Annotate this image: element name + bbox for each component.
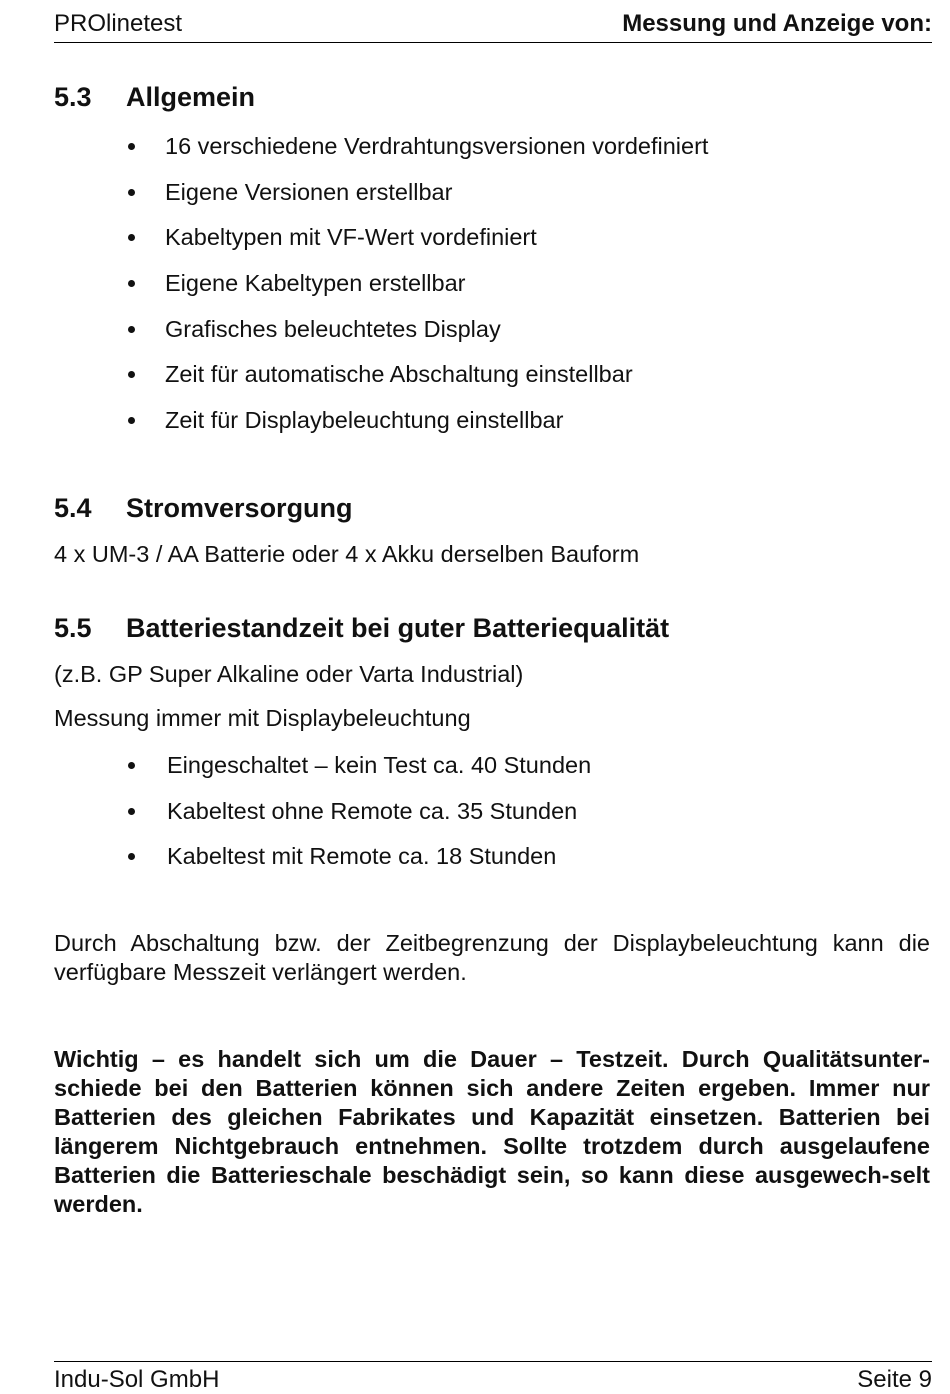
bullet-icon bbox=[128, 280, 135, 287]
footer-company: Indu-Sol GmbH bbox=[54, 1366, 220, 1393]
bullet-icon bbox=[128, 189, 135, 196]
page-header bbox=[54, 10, 932, 43]
bullet-icon bbox=[128, 417, 135, 424]
heading-number: 5.5 bbox=[54, 613, 92, 643]
heading-number: 5.3 bbox=[54, 82, 92, 112]
heading-title: Stromversorgung bbox=[126, 493, 353, 523]
header-product: PROlinetest bbox=[54, 10, 183, 37]
heading-5-4 bbox=[54, 493, 353, 524]
heading-title: Batteriestandzeit bei guter Batteriequalität bbox=[126, 613, 670, 643]
heading-5-3 bbox=[54, 82, 255, 113]
heading-title: Allgemein bbox=[126, 82, 256, 112]
bullet-icon bbox=[128, 762, 135, 769]
bullet-icon bbox=[128, 326, 135, 333]
bullet-icon bbox=[128, 143, 135, 150]
battery-intro: Messung immer mit Displaybeleuchtung bbox=[54, 705, 471, 731]
important-notice: Wichtig – es handelt sich um die Dauer – Testzeit. Durch Qualitätsunter-schiede bei den Batterien können sich andere Zeiten ergeben. Immer nur Batterien des gleichen Fabrikates und Kapazität einsetzen. Batterien bei längerem Nichtgebrauch entnehmen. Sollte trotzdem durch ausgelaufene Batterien die Batterieschale beschädigt sein, so kann diese ausgewech-selt werden. bbox=[54, 1046, 930, 1217]
bullet-icon bbox=[128, 808, 135, 815]
heading-number: 5.4 bbox=[54, 493, 92, 523]
bullet-icon bbox=[128, 371, 135, 378]
header-section-title: Messung und Anzeige von: bbox=[622, 10, 932, 37]
heading-5-5 bbox=[54, 613, 669, 644]
page-number: Seite 9 bbox=[857, 1366, 932, 1393]
bullet-icon bbox=[128, 234, 135, 241]
battery-note: (z.B. GP Super Alkaline oder Varta Industrial) bbox=[54, 661, 524, 687]
power-supply-text: 4 x UM-3 / AA Batterie oder 4 x Akku derselben Bauform bbox=[54, 541, 640, 567]
runtime-paragraph: Durch Abschaltung bzw. der Zeitbegrenzung der Displaybeleuchtung kann die verfügbare Messzeit verlängert werden. bbox=[54, 930, 930, 985]
bullet-icon bbox=[128, 853, 135, 860]
page-footer bbox=[54, 1361, 932, 1392]
